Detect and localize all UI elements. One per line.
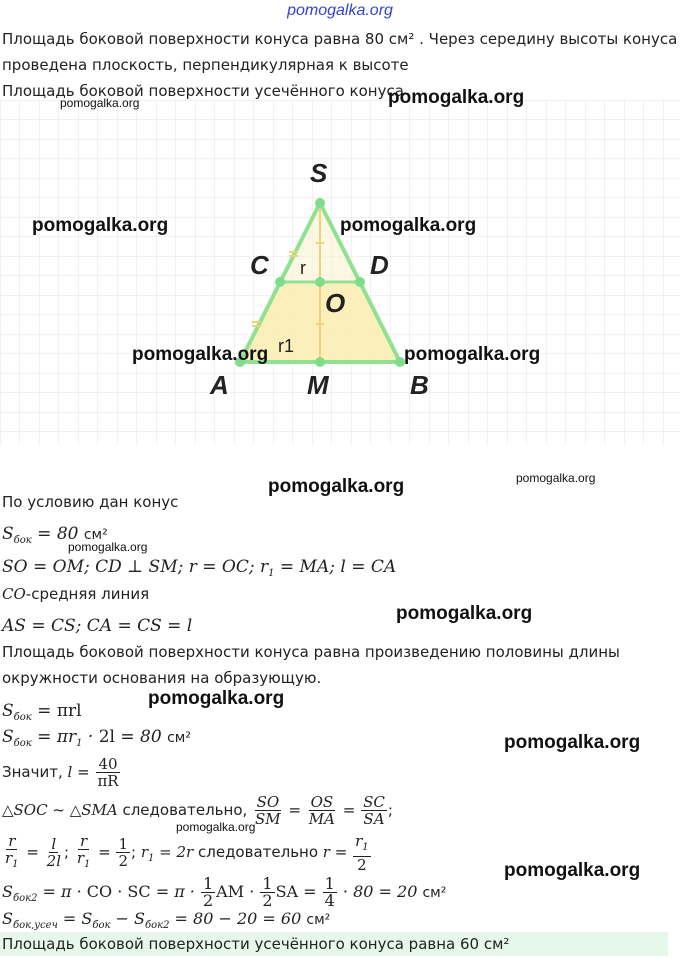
rule-line-2: окружности основания на образующую. <box>2 669 322 687</box>
rule-line-1: Площадь боковой поверхности конуса равна произведению половины длины <box>2 643 620 661</box>
watermark: pomogalka.org <box>404 344 541 365</box>
znachit-line: Значит, l = $\frac{40}{\pi R}$ <box>2 755 119 790</box>
problem-line-3: Площадь боковой поверхности усечённого конуса <box>2 82 404 100</box>
label-b: B <box>410 370 429 400</box>
s-bok-line: $S_{бок} = 80$ см² <box>2 524 108 546</box>
label-c: C <box>250 250 269 280</box>
label-s: S <box>310 158 328 188</box>
s-bok2-line: $S_{бок2} = \pi$ · CO · SC = π · $\frac{1}{2}$ AM · $\frac{1}{2}$ SA = $\frac{1}{4}$ · 80 = 20 см² <box>2 874 447 910</box>
znachit-label: Значит, <box>2 763 63 781</box>
given-line: По условию дан конус <box>2 493 179 511</box>
point-s <box>315 198 325 208</box>
point-c <box>275 277 285 287</box>
site-header[interactable]: pomogalka.org <box>287 2 393 19</box>
label-d: D <box>370 250 389 280</box>
watermark: pomogalka.org <box>504 860 641 881</box>
watermark: pomogalka.org <box>396 603 533 624</box>
sides-line: AS = CS; CA = CS = l <box>2 616 193 636</box>
watermark: pomogalka.org <box>176 820 256 834</box>
ratio-line: $\frac{r}{r_1}$ = $\frac{l}{2l}$ ; $\frac{r}{r_1}$ = $\frac{1}{2}$ ; $r_1 = 2r$ следовательно r = $\frac{r_1}{2}$ <box>5 831 369 874</box>
relations-line: SO = OM; CD ⊥ SM; r = OC; $r_1$ = MA; l = CA <box>2 557 397 579</box>
similarity-line: △SOC ~ △SMA следовательно, $\frac{SO}{SM}$ = $\frac{OS}{MA}$ = $\frac{SC}{SA}$ ; <box>2 793 393 828</box>
watermark: pomogalka.org <box>388 87 525 108</box>
cone-section-figure <box>0 100 680 445</box>
watermark: pomogalka.org <box>60 96 140 110</box>
watermark: pomogalka.org <box>268 476 405 497</box>
watermark: pomogalka.org <box>132 344 269 365</box>
label-o: O <box>325 288 346 318</box>
watermark: pomogalka.org <box>516 471 596 485</box>
problem-line-1: Площадь боковой поверхности конуса равна 80 см² . Через середину высоты конуса <box>2 30 678 48</box>
watermark: pomogalka.org <box>340 215 477 236</box>
point-o <box>315 277 325 287</box>
point-m <box>315 357 325 367</box>
answer-line: Площадь боковой поверхности усечённого конуса равна 60 см² <box>2 935 510 953</box>
watermark: pomogalka.org <box>504 732 641 753</box>
label-r1: r1 <box>278 336 295 356</box>
s-cut-line: $S_{бок,усеч} = S_{бок} - S_{бок2} = 80 - 20 = 60$ см² <box>2 909 331 931</box>
label-m: M <box>307 370 329 400</box>
midline-line: CO-средняя линия <box>2 585 150 603</box>
watermark: pomogalka.org <box>32 215 169 236</box>
point-d <box>355 277 365 287</box>
watermark: pomogalka.org <box>148 688 285 709</box>
label-r: r <box>300 258 306 278</box>
problem-line-2: проведена плоскость, перпендикулярная к высоте <box>2 56 409 74</box>
label-a: A <box>210 370 229 400</box>
watermark: pomogalka.org <box>68 540 148 554</box>
formula-line-1: $S_{бок} = \pi rl$ <box>2 701 82 723</box>
formula-line-2: $S_{бок} = \pi r_1 \cdot 2l = 80$ см² <box>2 727 191 749</box>
